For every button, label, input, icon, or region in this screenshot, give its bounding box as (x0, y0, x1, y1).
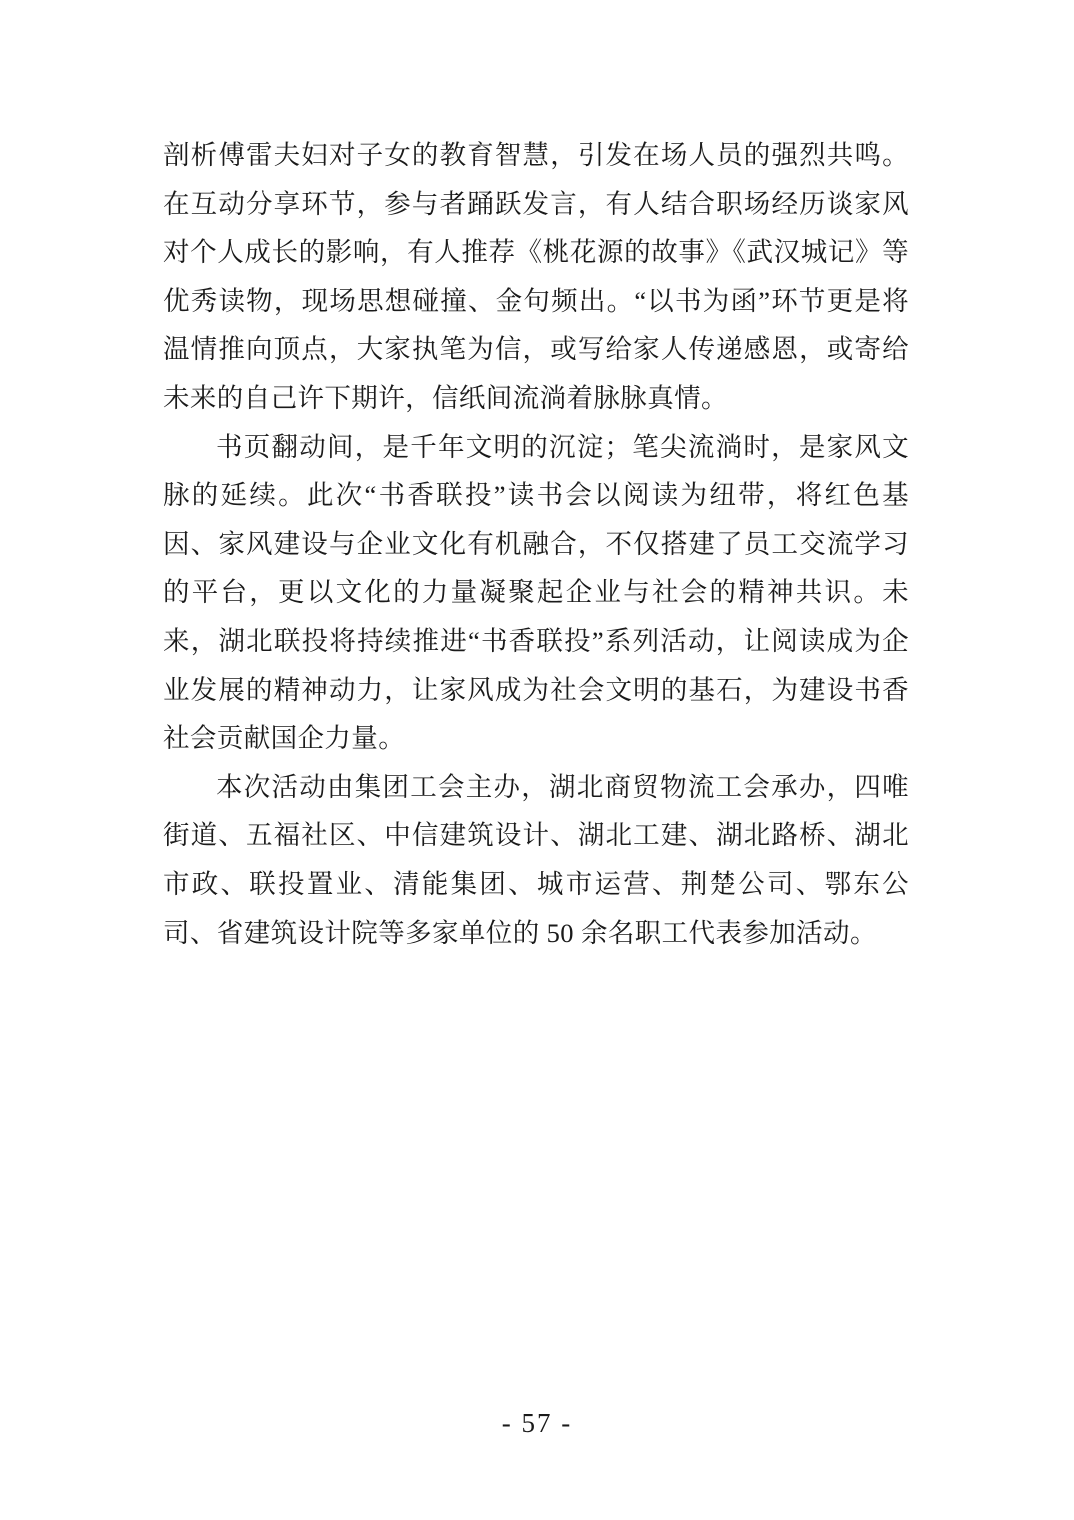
page-number: - 57 - (501, 1408, 573, 1438)
paragraph-2: 书页翻动间，是千年文明的沉淀；笔尖流淌时，是家风文脉的延续。此次“书香联投”读书会以阅读为纽带，将红色基因、家风建设与企业文化有机融合，不仅搭建了员工交流学习的平台，更以文化的力量凝聚起企业与社会的精神共识。未来，湖北联投将持续推进“书香联投”系列活动，让阅读成为企业发展的精神动力，让家风成为社会文明的基石，为建设书香社会贡献国企力量。 (163, 431, 909, 754)
paragraph-1: 剖析傅雷夫妇对子女的教育智慧，引发在场人员的强烈共鸣。在互动分享环节，参与者踊跃发言，有人结合职场经历谈家风对个人成长的影响，有人推荐《桃花源的故事》《武汉城记》等优秀读物，现场思想碰撞、金句频出。“以书为函”环节更是将温情推向顶点，大家执笔为信，或写给家人传递感恩，或寄给未来的自己许下期许，信纸间流淌着脉脉真情。 (163, 140, 909, 413)
page-body-text (163, 131, 909, 957)
paragraph-3: 本次活动由集团工会主办，湖北商贸物流工会承办，四唯街道、五福社区、中信建筑设计、湖北工建、湖北路桥、湖北市政、联投置业、清能集团、城市运营、荆楚公司、鄂东公司、省建筑设计院等多家单位的 50 余名职工代表参加活动。 (163, 771, 909, 948)
